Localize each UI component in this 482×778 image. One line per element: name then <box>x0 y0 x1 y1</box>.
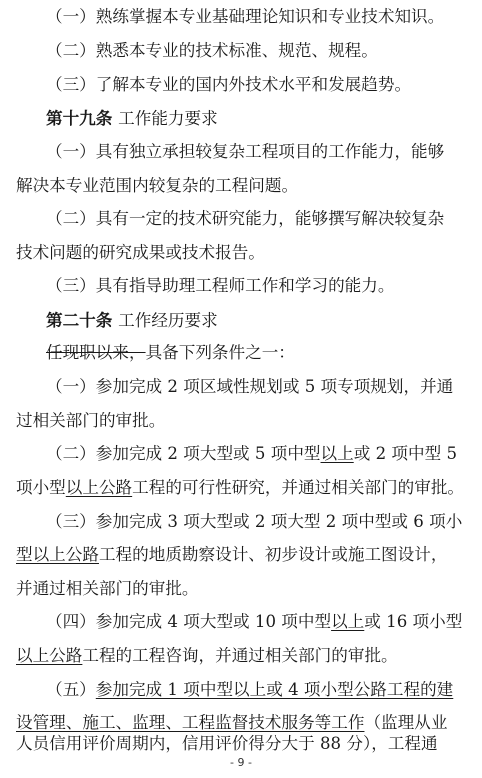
struck-text: 任现职以来， <box>46 343 146 362</box>
text-line: 型以上公路工程的地质勘察设计、初步设计或施工图设计， <box>16 545 448 564</box>
text-line: 人员信用评价周期内，信用评价得分大于 88 分），工程通 <box>16 734 438 753</box>
article-title: 工作经历要求 <box>118 311 218 330</box>
text-line: 项小型以上公路工程的可行性研究，并通过相关部门的审批。 <box>16 478 465 497</box>
text-line: （三）了解本专业的国内外技术水平和发展趋势。 <box>46 75 412 94</box>
article-20-heading <box>46 309 468 331</box>
text-line: （一）参加完成 2 项区域性规划或 5 项专项规划，并通 <box>46 377 454 396</box>
text-line: （二）熟悉本专业的技术标准、规范、规程。 <box>46 41 378 60</box>
text-line: （五）参加完成 1 项中型以上或 4 项小型公路工程的建 <box>46 680 454 699</box>
text-line: （三）参加完成 3 项大型或 2 项大型 2 项中型或 6 项小 <box>46 512 463 531</box>
text-line: （三）具有指导助理工程师工作和学习的能力。 <box>46 276 395 295</box>
text-line: （一）熟练掌握本专业基础理论知识和专业技术知识。 <box>46 7 445 26</box>
underlined-text: 以上 <box>320 444 354 463</box>
text-line: 解决本专业范围内较复杂的工程问题。 <box>16 176 299 195</box>
article-number: 第十九条 <box>46 108 113 128</box>
text-line: 以上公路工程的工程咨询，并通过相关部门的审批。 <box>16 646 398 665</box>
page-number: - 9 - <box>230 756 252 769</box>
underlined-text: 以上 <box>331 612 365 631</box>
text-line: 任现职以来，具备下列条件之一： <box>46 343 295 362</box>
text-line: （二）参加完成 2 项大型或 5 项中型以上或 2 项中型 5 <box>46 444 458 463</box>
text-line: （二）具有一定的技术研究能力，能够撰写解决较复杂 <box>46 209 445 228</box>
underlined-text: 以上公路 <box>65 478 133 497</box>
article-number: 第二十条 <box>46 310 113 330</box>
text-line: 设管理、施工、监理、工程监督技术服务等工作（监理从业 <box>16 713 448 732</box>
article-title: 工作能力要求 <box>118 109 218 128</box>
text-line: 过相关部门的审批。 <box>16 411 166 430</box>
text-line: （四）参加完成 4 项大型或 10 项中型以上或 16 项小型 <box>46 612 463 631</box>
text-line: （一）具有独立承担较复杂工程项目的工作能力，能够 <box>46 142 445 161</box>
underlined-text: 设管理、施工、监理、工程监督技术服务等工作 <box>16 713 365 732</box>
article-19-heading <box>46 107 468 129</box>
underlined-text: 型以上公路 <box>16 545 99 564</box>
text-line: 并通过相关部门的审批。 <box>16 579 199 598</box>
text-line: 技术问题的研究成果或技术报告。 <box>16 243 265 262</box>
underlined-text: 参加完成 1 项中型以上或 4 项小型公路工程的建 <box>95 680 454 699</box>
underlined-text: 以上公路 <box>16 646 83 665</box>
